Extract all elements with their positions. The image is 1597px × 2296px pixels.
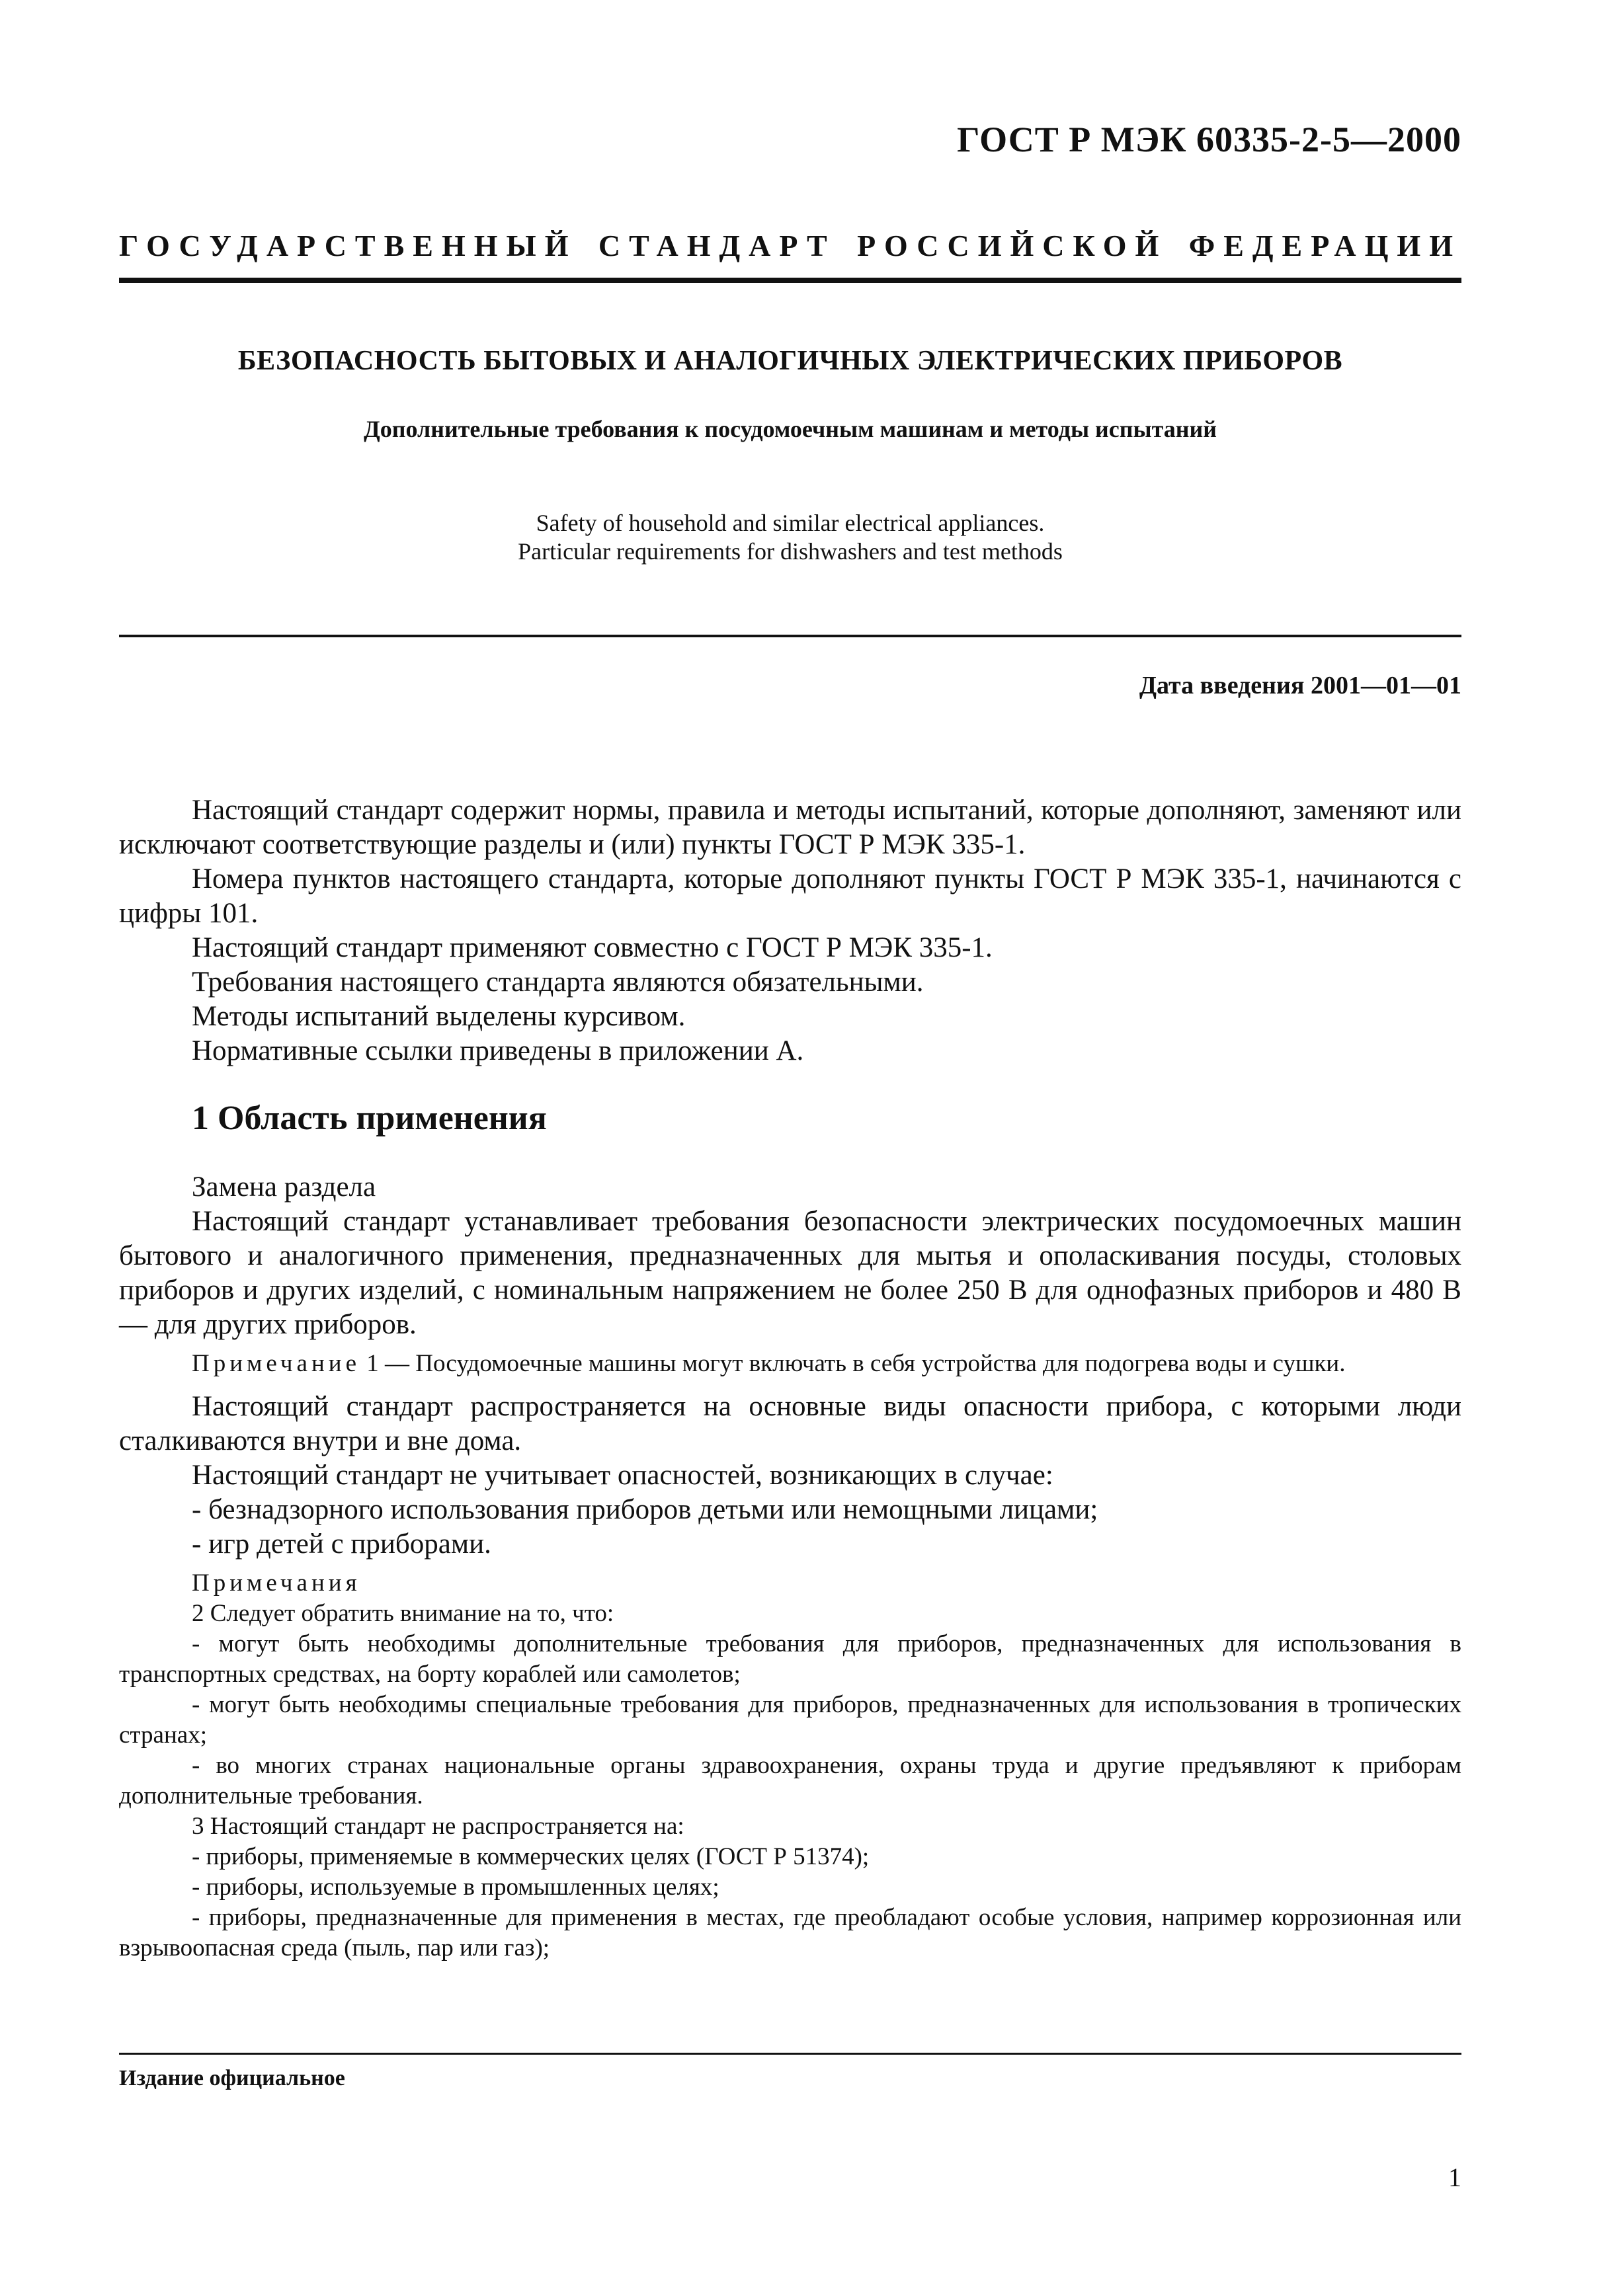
header-divider	[119, 278, 1461, 283]
english-title-line-2: Particular requirements for dishwashers and test methods	[518, 538, 1063, 565]
intro-block	[119, 793, 1461, 1068]
footer-divider	[119, 2053, 1461, 2055]
replace-note: Замена раздела	[192, 1171, 376, 1203]
document-code: ГОСТ Р МЭК 60335-2-5—2000	[957, 120, 1461, 159]
note-item: - приборы, предназначенные для применения в местах, где преобладают особые условия, например коррозионная или взрывоопасная среда (пыль, пар или газ);	[119, 1904, 1461, 1961]
section-heading: 1 Область применения	[192, 1099, 547, 1137]
scope-paragraph: Настоящий стандарт устанавливает требования безопасности электрических посудомоечных машин бытового и аналогичного применения, предназначенных для мытья и ополаскивания посуды, столовых приборов и других изделий, с номинальным напряжением не более 250 В для однофазных приборов и 480 В — для других приборов.	[119, 1206, 1461, 1340]
notes-label: Примечания	[192, 1569, 361, 1597]
list-item: - безнадзорного использования приборов детьми или немощными лицами;	[192, 1494, 1098, 1525]
document-title: БЕЗОПАСНОСТЬ БЫТОВЫХ И АНАЛОГИЧНЫХ ЭЛЕКТРИЧЕСКИХ ПРИБОРОВ	[237, 346, 1343, 376]
state-standard-header: ГОСУДАРСТВЕННЫЙ СТАНДАРТ РОССИЙСКОЙ ФЕДЕРАЦИИ	[119, 229, 1461, 262]
note-3-intro: 3 Настоящий стандарт не распространяется на:	[192, 1813, 684, 1840]
intro-paragraph: Настоящий стандарт содержит нормы, правила и методы испытаний, которые дополняют, заменяют или исключают соответствующие разделы и (или) пункты ГОСТ Р МЭК 335-1.	[119, 795, 1461, 860]
scope-paragraph: Настоящий стандарт распространяется на основные виды опасности прибора, с которыми люди сталкиваются внутри и вне дома.	[119, 1391, 1461, 1456]
edition-label: Издание официальное	[119, 2066, 345, 2090]
intro-paragraph: Нормативные ссылки приведены в приложении А.	[192, 1035, 804, 1066]
english-title-line-1: Safety of household and similar electrical appliances.	[536, 510, 1045, 536]
english-title	[119, 509, 1461, 566]
note-text: 1 — Посудомоечные машины могут включать в себя устройства для подогрева воды и сушки.	[360, 1350, 1346, 1377]
document-subtitle: Дополнительные требования к посудомоечным машинам и методы испытаний	[364, 416, 1217, 442]
intro-paragraph: Номера пунктов настоящего стандарта, которые дополняют пункты ГОСТ Р МЭК 335-1, начинаются с цифры 101.	[119, 863, 1461, 929]
intro-paragraph: Настоящий стандарт применяют совместно с ГОСТ Р МЭК 335-1.	[192, 932, 993, 963]
note-label: Примечание	[192, 1350, 360, 1377]
note-1	[119, 1349, 1461, 1379]
list-item: - игр детей с приборами.	[192, 1528, 491, 1560]
intro-paragraph: Требования настоящего стандарта являются обязательными.	[192, 967, 924, 998]
intro-paragraph: Методы испытаний выделены курсивом.	[192, 1001, 686, 1032]
scope-paragraph: Настоящий стандарт не учитывает опасностей, возникающих в случае:	[192, 1460, 1053, 1491]
title-divider	[119, 635, 1461, 637]
section-1-body	[119, 1170, 1461, 1963]
page-number: 1	[1448, 2162, 1461, 2192]
note-item: - могут быть необходимы специальные требования для приборов, предназначенных для использования в тропических странах;	[119, 1691, 1461, 1749]
note-item: - приборы, используемые в промышленных целях;	[192, 1874, 719, 1901]
note-item: - приборы, применяемые в коммерческих целях (ГОСТ Р 51374);	[192, 1843, 870, 1870]
note-item: - могут быть необходимы дополнительные требования для приборов, предназначенных для использования в транспортных средствах, на борту кораблей или самолетов;	[119, 1630, 1461, 1688]
note-item: - во многих странах национальные органы здравоохранения, охраны труда и другие предъявляют к приборам дополнительные требования.	[119, 1752, 1461, 1809]
note-2-intro: 2 Следует обратить внимание на то, что:	[192, 1600, 614, 1627]
introduction-date: Дата введения 2001—01—01	[1139, 672, 1461, 699]
